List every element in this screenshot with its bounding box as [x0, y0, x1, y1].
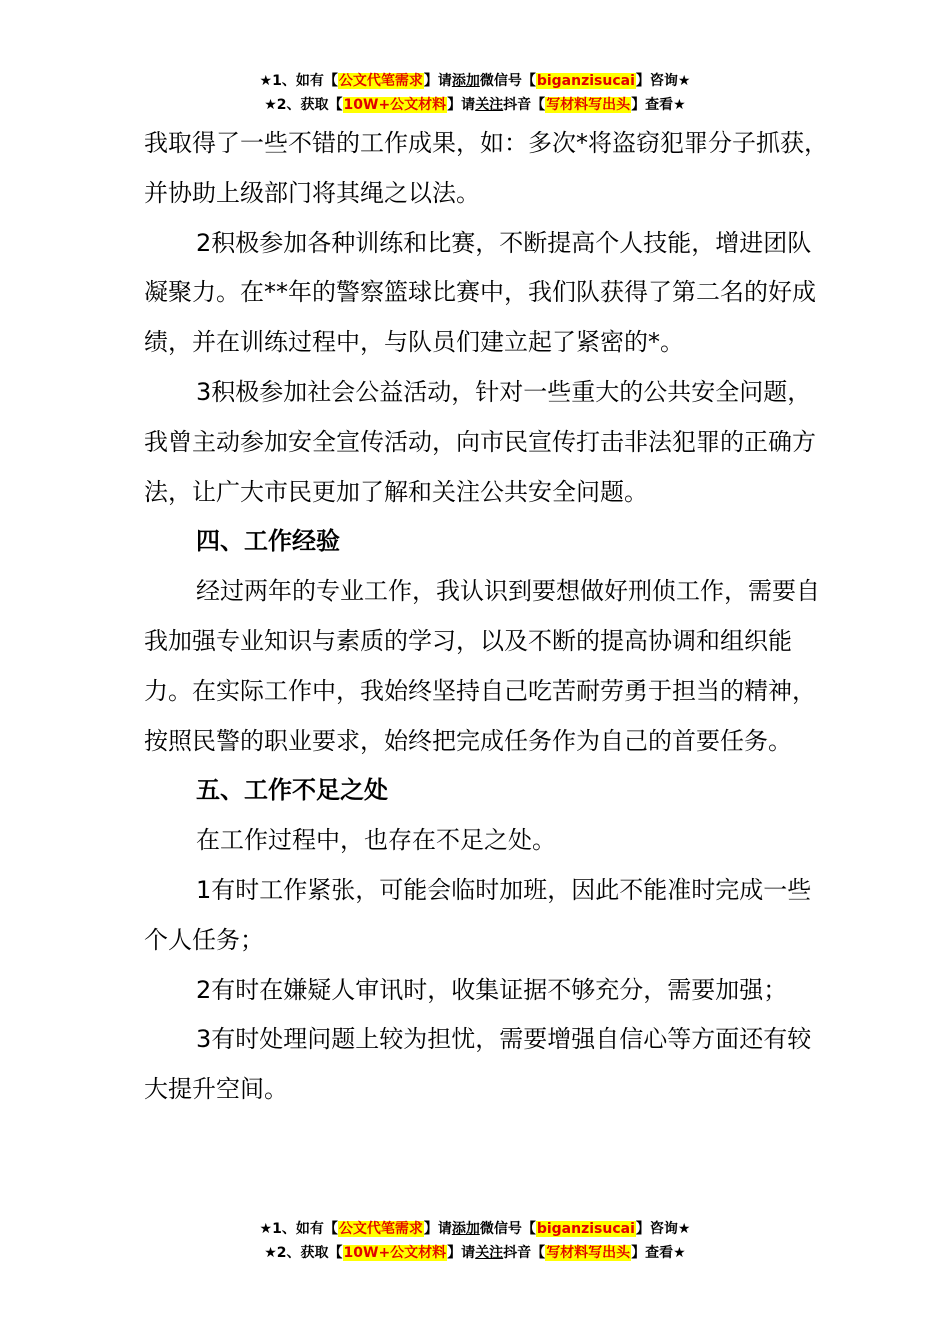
paragraph: 经过两年的专业工作，我认识到要想做好刑侦工作，需要自我加强专业知识与素质的学习，以及不断的提高协调和组织能力。在实际工作中，我始终坚持自己吃苦耐劳勇于担当的精神，按照民警的职业要求，始终把完成任务作为自己的首要任务。: [144, 577, 820, 755]
highlight-materials: 10W+公文材料: [343, 97, 447, 113]
paragraph: 2积极参加各种训练和比赛，不断提高个人技能，增进团队凝聚力。在**年的警察篮球比赛中，我们队获得了第二名的好成绩，并在训练过程中，与队员们建立起了紧密的*。: [144, 228, 816, 357]
paragraph: 我取得了一些不错的工作成果，如：多次*将盗窃犯罪分子抓获，并协助上级部门将其绳之以法。: [144, 129, 828, 207]
header-banner: [0, 69, 950, 117]
highlight-materials: 10W+公文材料: [343, 1245, 447, 1261]
highlight-wechat-id: biganzisucai: [536, 1221, 635, 1237]
footer-banner: [0, 1217, 950, 1265]
highlight-douyin-account: 写材料写出头: [546, 1245, 631, 1261]
highlight-douyin-account: 写材料写出头: [546, 97, 631, 113]
highlight-wechat-id: biganzisucai: [536, 73, 635, 89]
section-heading: 四、工作经验: [196, 527, 340, 556]
list-item: 2有时在嫌疑人审讯时，收集证据不够充分，需要加强；: [196, 975, 788, 1004]
document-body: [144, 119, 834, 1115]
paragraph: 在工作过程中，也存在不足之处。: [196, 826, 556, 855]
list-item: 3有时处理问题上较为担忧，需要增强自信心等方面还有较大提升空间。: [144, 1025, 812, 1104]
banner-line-2: ★2、获取【10W+公文材料】请关注抖音【写材料写出头】查看★: [264, 1245, 686, 1261]
banner-line-1: ★1、如有【公文代笔需求】请添加微信号【biganzisucai】咨询★: [259, 1221, 691, 1237]
banner-line-2: ★2、获取【10W+公文材料】请关注抖音【写材料写出头】查看★: [264, 97, 686, 113]
banner-line-1: ★1、如有【公文代笔需求】请添加微信号【biganzisucai】咨询★: [259, 73, 691, 89]
highlight-service: 公文代笔需求: [338, 1221, 423, 1237]
highlight-service: 公文代笔需求: [338, 73, 423, 89]
list-item: 1有时工作紧张，可能会临时加班，因此不能准时完成一些个人任务；: [144, 875, 812, 954]
section-heading: 五、工作不足之处: [196, 776, 388, 805]
paragraph: 3积极参加社会公益活动，针对一些重大的公共安全问题，我曾主动参加安全宣传活动，向市民宣传打击非法犯罪的正确方法，让广大市民更加了解和关注公共安全问题。: [144, 377, 816, 506]
